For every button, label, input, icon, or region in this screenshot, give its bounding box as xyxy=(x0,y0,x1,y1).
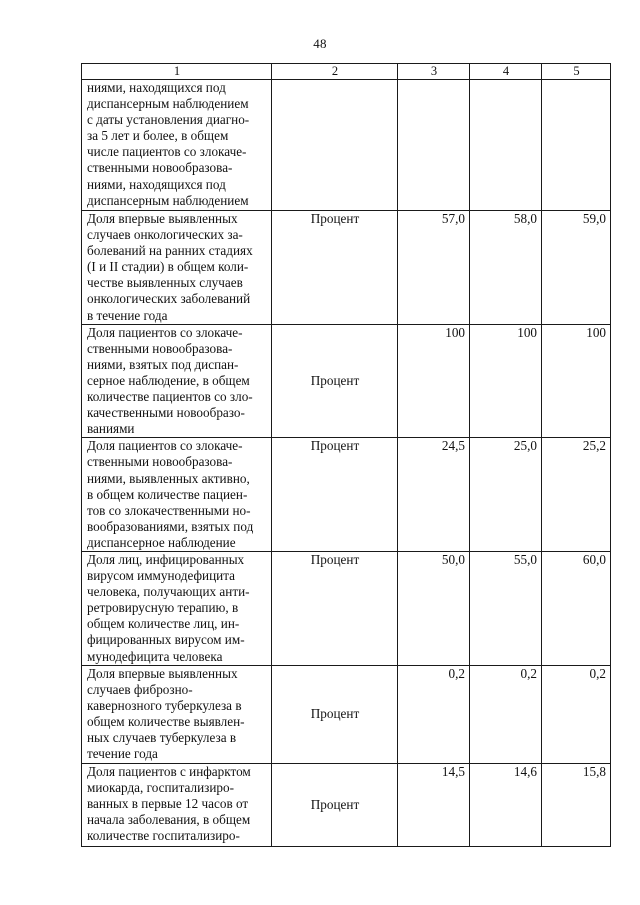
indicator-line: диспансерным наблюдением xyxy=(87,192,249,208)
table-row xyxy=(82,211,611,325)
value-cell-col4: 100 xyxy=(470,324,542,438)
indicator-line: за 5 лет и более, в общем xyxy=(87,128,229,144)
table-row xyxy=(82,80,611,211)
indicator-cell xyxy=(82,211,272,325)
indicator-line: ретровирусную терапию, в xyxy=(87,600,239,616)
indicator-line: течение года xyxy=(87,746,158,762)
value-cell-col4: 14,6 xyxy=(470,763,542,846)
header-col-5: 5 xyxy=(542,64,611,80)
unit-cell: Процент xyxy=(272,324,398,438)
indicator-line: общем количестве лиц, ин- xyxy=(87,616,240,632)
indicator-line: ниями, находящихся под xyxy=(87,80,226,95)
indicator-line: Доля впервые выявленных xyxy=(87,665,238,681)
indicator-line: Доля пациентов со злокаче- xyxy=(87,324,243,340)
value-cell-col5: 100 xyxy=(542,324,611,438)
value-cell-col3: 24,5 xyxy=(398,438,470,552)
value-cell-col5: 0,2 xyxy=(542,665,611,763)
indicator-line: ванных в первые 12 часов от xyxy=(87,795,249,811)
indicator-line: ственными новообразова- xyxy=(87,340,233,356)
indicator-line: вирусом иммунодефицита xyxy=(87,568,235,584)
indicator-cell xyxy=(82,551,272,665)
value-cell-col3: 100 xyxy=(398,324,470,438)
indicator-line: вообразованиями, взятых под xyxy=(87,518,254,534)
value-cell-col4: 55,0 xyxy=(470,551,542,665)
header-row xyxy=(82,64,611,80)
indicator-line: в течение года xyxy=(87,307,168,323)
indicator-line: ниями, выявленных активно, xyxy=(87,470,250,486)
indicator-line: ственными новообразова- xyxy=(87,160,233,176)
indicator-line: фицированных вирусом им- xyxy=(87,632,245,648)
indicator-line: (I и II стадии) в общем коли- xyxy=(87,259,249,275)
value-cell-col4: 58,0 xyxy=(470,211,542,325)
indicator-line: начала заболевания, в общем xyxy=(87,811,251,827)
indicator-line: в общем количестве пациен- xyxy=(87,486,248,502)
indicator-line: миокарда, госпитализиро- xyxy=(87,779,234,795)
indicator-line: ниями, находящихся под xyxy=(87,176,226,192)
indicator-line: ных случаев туберкулеза в xyxy=(87,730,237,745)
value-cell-col5: 15,8 xyxy=(542,763,611,846)
header-col-1: 1 xyxy=(82,64,272,80)
header-col-4: 4 xyxy=(470,64,542,80)
indicator-line: серное наблюдение, в общем xyxy=(87,372,250,388)
indicator-line: качественными новообразо- xyxy=(87,405,245,421)
indicator-line: диспансерным наблюдением xyxy=(87,96,249,112)
table-row xyxy=(82,763,611,846)
unit-cell: Процент xyxy=(272,551,398,665)
header-col-2: 2 xyxy=(272,64,398,80)
indicator-cell xyxy=(82,665,272,763)
indicator-line: диспансерное наблюдение xyxy=(87,534,236,550)
indicator-line: честве выявленных случаев xyxy=(87,275,243,291)
value-cell-col4 xyxy=(470,80,542,211)
table-row xyxy=(82,324,611,438)
indicator-line: количестве пациентов со зло- xyxy=(87,389,253,405)
value-cell-col5: 25,2 xyxy=(542,438,611,552)
value-cell-col4: 0,2 xyxy=(470,665,542,763)
indicator-line: числе пациентов со злокаче- xyxy=(87,144,247,160)
indicator-line: кавернозного туберкулеза в xyxy=(87,697,242,713)
indicator-cell xyxy=(82,324,272,438)
table-row xyxy=(82,551,611,665)
unit-cell: Процент xyxy=(272,438,398,552)
unit-cell: Процент xyxy=(272,211,398,325)
indicator-cell xyxy=(82,763,272,846)
header-col-3: 3 xyxy=(398,64,470,80)
value-cell-col3: 14,5 xyxy=(398,763,470,846)
page-number: 48 xyxy=(313,36,327,51)
value-cell-col5: 60,0 xyxy=(542,551,611,665)
unit-cell: Процент xyxy=(272,665,398,763)
value-cell-col3: 57,0 xyxy=(398,211,470,325)
value-cell-col4: 25,0 xyxy=(470,438,542,552)
indicator-line: ственными новообразова- xyxy=(87,454,233,470)
value-cell-col3 xyxy=(398,80,470,211)
indicator-line: с даты установления диагно- xyxy=(87,112,250,128)
indicator-line: случаев фиброзно- xyxy=(87,681,193,697)
indicator-line: количестве госпитализиро- xyxy=(87,828,240,843)
indicator-line: Доля лиц, инфицированных xyxy=(87,551,245,567)
indicator-line: человека, получающих анти- xyxy=(87,584,250,600)
unit-cell xyxy=(272,80,398,211)
indicator-line: болеваний на ранних стадиях xyxy=(87,243,253,259)
indicator-line: Доля впервые выявленных xyxy=(87,211,238,226)
indicator-cell xyxy=(82,438,272,552)
indicator-line: онкологических заболеваний xyxy=(87,291,251,307)
indicator-line: тов со злокачественными но- xyxy=(87,502,251,518)
value-cell-col3: 0,2 xyxy=(398,665,470,763)
table-row xyxy=(82,665,611,763)
indicator-line: общем количестве выявлен- xyxy=(87,713,245,729)
indicator-cell xyxy=(82,80,272,211)
value-cell-col5 xyxy=(542,80,611,211)
indicator-table xyxy=(81,63,611,847)
indicator-line: случаев онкологических за- xyxy=(87,227,243,243)
value-cell-col5: 59,0 xyxy=(542,211,611,325)
indicator-line: мунодефицита человека xyxy=(87,648,223,664)
indicator-line: ниями, взятых под диспан- xyxy=(87,356,239,372)
indicator-line: Доля пациентов с инфарктом xyxy=(87,763,251,779)
value-cell-col3: 50,0 xyxy=(398,551,470,665)
indicator-line: ваниями xyxy=(87,421,135,437)
indicator-line: Доля пациентов со злокаче- xyxy=(87,438,243,454)
unit-cell: Процент xyxy=(272,763,398,846)
table-row xyxy=(82,438,611,552)
